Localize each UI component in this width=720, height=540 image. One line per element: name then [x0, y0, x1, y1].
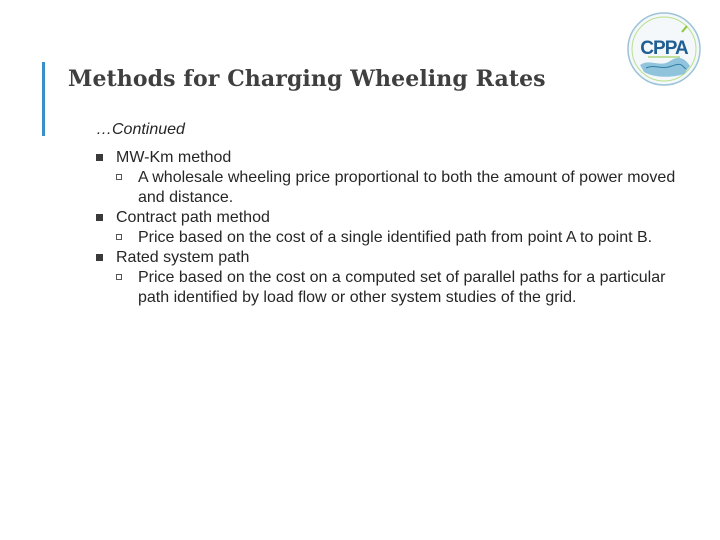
intro-text: …Continued	[96, 121, 185, 138]
bullet-group-rated-system-path	[96, 248, 676, 308]
cppa-logo	[624, 10, 704, 88]
sub-bullet-text: Price based on the cost of a single identified path from point A to point B.	[138, 229, 653, 246]
sub-bullet-text: A wholesale wheeling price proportional to both the amount of power moved and distance.	[138, 169, 676, 206]
hollow-square-bullet-icon	[116, 274, 122, 280]
bullet-label: Rated system path	[116, 249, 250, 266]
slide-content	[96, 120, 676, 308]
logo-text: CPPA	[640, 38, 688, 59]
sub-bullet-text: Price based on the cost on a computed set of parallel paths for a particular path identified by load flow or other system studies of the grid.	[138, 269, 666, 306]
bullet-item	[96, 148, 676, 168]
bullet-group-contract-path	[96, 208, 676, 248]
bullet-item	[96, 208, 676, 228]
square-bullet-icon	[96, 254, 103, 261]
hollow-square-bullet-icon	[116, 174, 122, 180]
hollow-square-bullet-icon	[116, 234, 122, 240]
bullet-item	[96, 248, 676, 268]
square-bullet-icon	[96, 214, 103, 221]
title-accent-bar	[42, 62, 45, 136]
slide-title: Methods for Charging Wheeling Rates	[68, 66, 546, 92]
sub-bullet-item	[96, 228, 676, 248]
cppa-logo-icon	[624, 10, 704, 88]
square-bullet-icon	[96, 154, 103, 161]
sub-bullet-item	[96, 168, 676, 208]
bullet-label: Contract path method	[116, 209, 270, 226]
sub-bullet-item	[96, 268, 676, 308]
bullet-group-mw-km	[96, 148, 676, 208]
bullet-label: MW-Km method	[116, 149, 232, 166]
